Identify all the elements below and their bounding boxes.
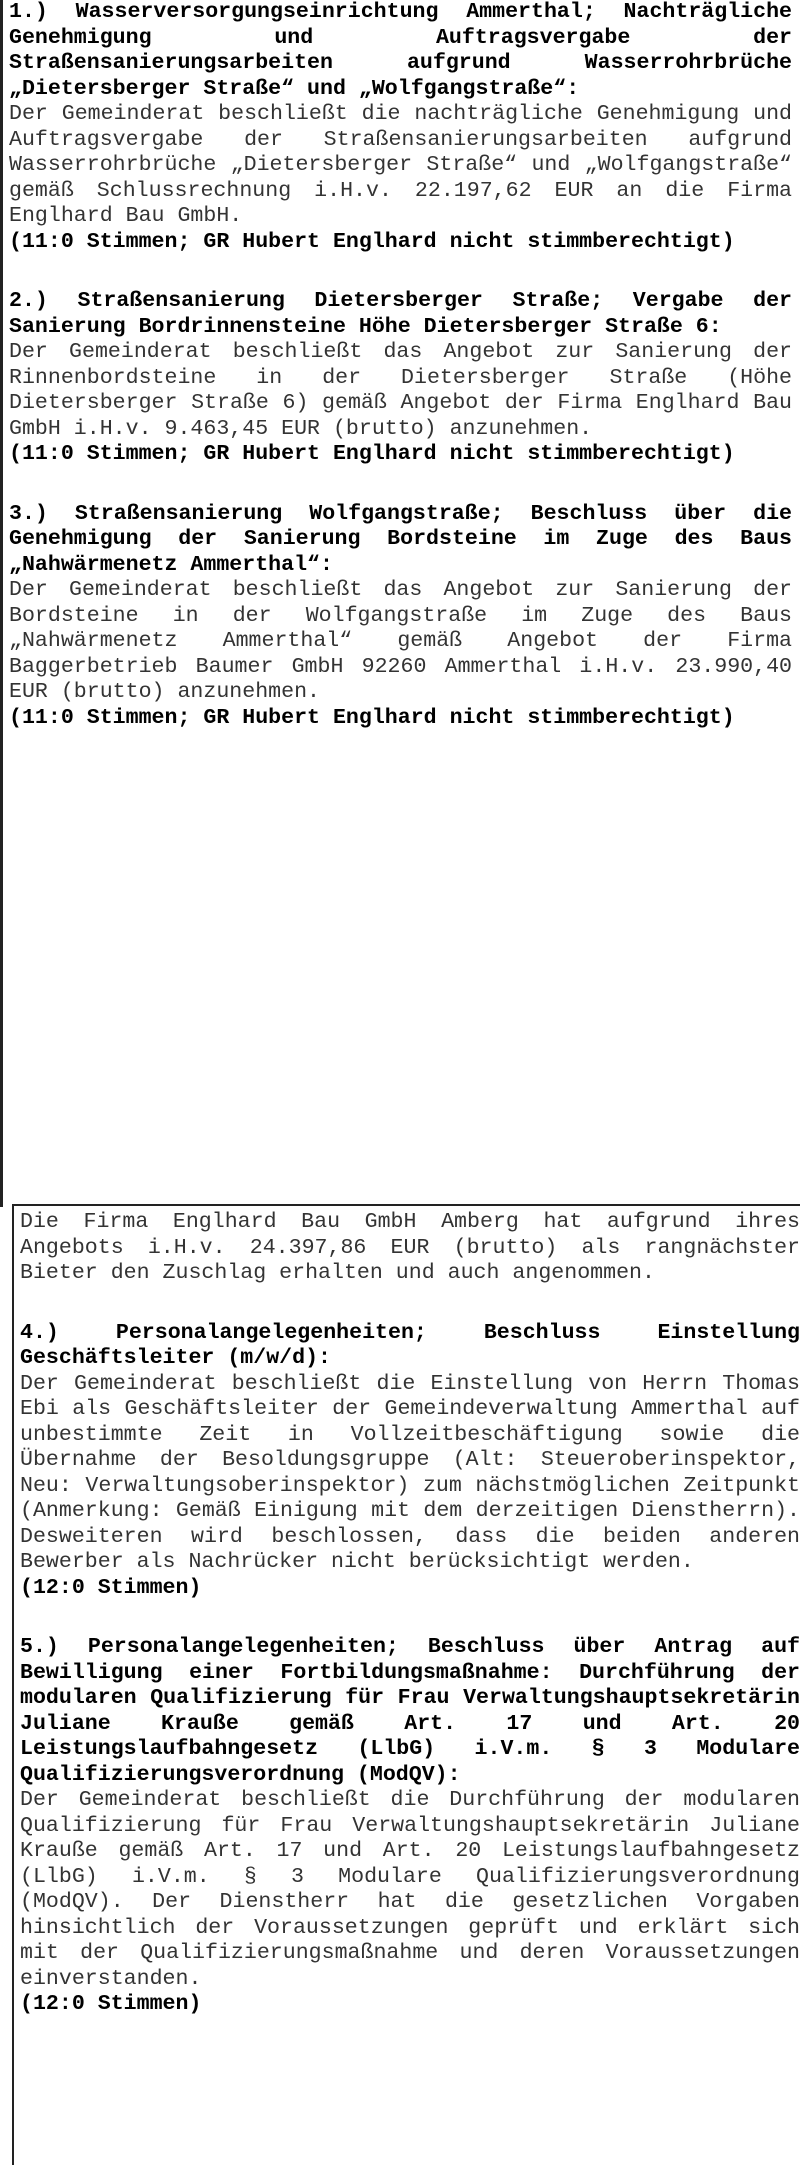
item-vote: (11:0 Stimmen; GR Hubert Englhard nicht stimmberechtigt) (9, 229, 735, 254)
item-decision: Der Gemeinderat beschließt die nachträgliche Genehmigung und Auftragsvergabe der Straßensanierungsarbeiten aufgrund Wasserrohrbrüche „Dietersberger Straße“ und „Wolfgangstraße“ gemäß Schlussrechnung i.H.v. 22.197,62 EUR an die Firma Englhard Bau GmbH. (9, 102, 792, 228)
item-decision: Der Gemeinderat beschließt die Durchführung der modularen Qualifizierung für Frau Verwaltungshauptsekretärin Juliane Krauße gemäß Art. 17 und Art. 20 Leistungslaufbahngesetz (LlbG) i.V.m. § 3 Modulare Qualifizierungsverordnung (ModQV). Der Dienstherr hat die gesetzlichen Vorgaben hinsichtlich der Voraussetzungen geprüft und erklärt sich mit der Qualifizierungsmaßnahme und deren Voraussetzungen einverstanden. (20, 1788, 800, 1991)
agenda-item-3 (3, 502, 792, 732)
agenda-item-4 (14, 1321, 800, 1602)
item-heading: 1.) Wasserversorgungseinrichtung Ammerthal; Nachträgliche Genehmigung und Auftragsvergabe der Straßensanierungsarbeiten aufgrund Wasserrohrbrüche „Dietersberger Straße“ und „Wolfgangstraße“: (9, 0, 792, 101)
agenda-item-5 (14, 1635, 800, 2018)
item-vote: (12:0 Stimmen) (20, 1992, 202, 2016)
continuation-text-block (14, 1206, 800, 1287)
item-heading: 5.) Personalangelegenheiten; Beschluss über Antrag auf Bewilligung einer Fortbildungsmaßnahme: Durchführung der modularen Qualifizierung für Frau Verwaltungshauptsekretärin Juliane Krauße gemäß Art. 17 und Art. 20 Leistungslaufbahngesetz (LlbG) i.V.m. § 3 Modulare Qualifizierungsverordnung (ModQV): (20, 1635, 800, 1787)
agenda-item-1 (3, 0, 792, 255)
item-heading: 4.) Personalangelegenheiten; Beschluss Einstellung Geschäftsleiter (m/w/d): (20, 1320, 800, 1370)
item-decision: Der Gemeinderat beschließt das Angebot zur Sanierung der Bordsteine in der Wolfgangstraße im Zuge des Baus „Nahwärmenetz Ammerthal“ gemäß Angebot der Firma Baggerbetrieb Baumer GmbH 92260 Ammerthal i.H.v. 23.990,40 EUR (brutto) anzunehmen. (9, 578, 792, 704)
item-decision: Der Gemeinderat beschließt das Angebot zur Sanierung der Rinnenbordsteine in der Dietersberger Straße (Höhe Dietersberger Straße 6) gemäß Angebot der Firma Englhard Bau GmbH i.H.v. 9.463,45 EUR (brutto) anzunehmen. (9, 340, 792, 441)
item-decision: Der Gemeinderat beschließt die Einstellung von Herrn Thomas Ebi als Geschäftsleiter der Gemeindeverwaltung Ammerthal auf unbestimmte Zeit in Vollzeitbeschäftigung sowie die Übernahme der Besoldungsgruppe (Alt: Steueroberinspektor, Neu: Verwaltungsoberinspektor) zum nächstmöglichen Zeitpunkt (Anmerkung: Gemäß Einigung mit dem derzeitigen Dienstherrn). Desweiteren wird beschlossen, dass die beiden anderen Bewerber als Nachrücker nicht berücksichtigt werden. (20, 1371, 800, 1574)
item-heading: 3.) Straßensanierung Wolfgangstraße; Beschluss über die Genehmigung der Sanierung Bordsteine im Zuge des Baus „Nahwärmenetz Ammerthal“: (9, 501, 792, 577)
lower-column (12, 1204, 800, 2165)
item-heading: 2.) Straßensanierung Dietersberger Straße; Vergabe der Sanierung Bordrinnensteine Höhe Dietersberger Straße 6: (9, 289, 792, 339)
item-vote: (11:0 Stimmen; GR Hubert Englhard nicht stimmberechtigt) (9, 705, 735, 730)
item-vote: (12:0 Stimmen) (20, 1575, 202, 1600)
item-vote: (11:0 Stimmen; GR Hubert Englhard nicht stimmberechtigt) (9, 442, 735, 466)
agenda-item-2 (3, 289, 792, 468)
continuation-text: Die Firma Englhard Bau GmbH Amberg hat aufgrund ihres Angebots i.H.v. 24.397,86 EUR (brutto) als rangnächster Bieter den Zuschlag erhalten und auch angenommen. (20, 1210, 800, 1285)
